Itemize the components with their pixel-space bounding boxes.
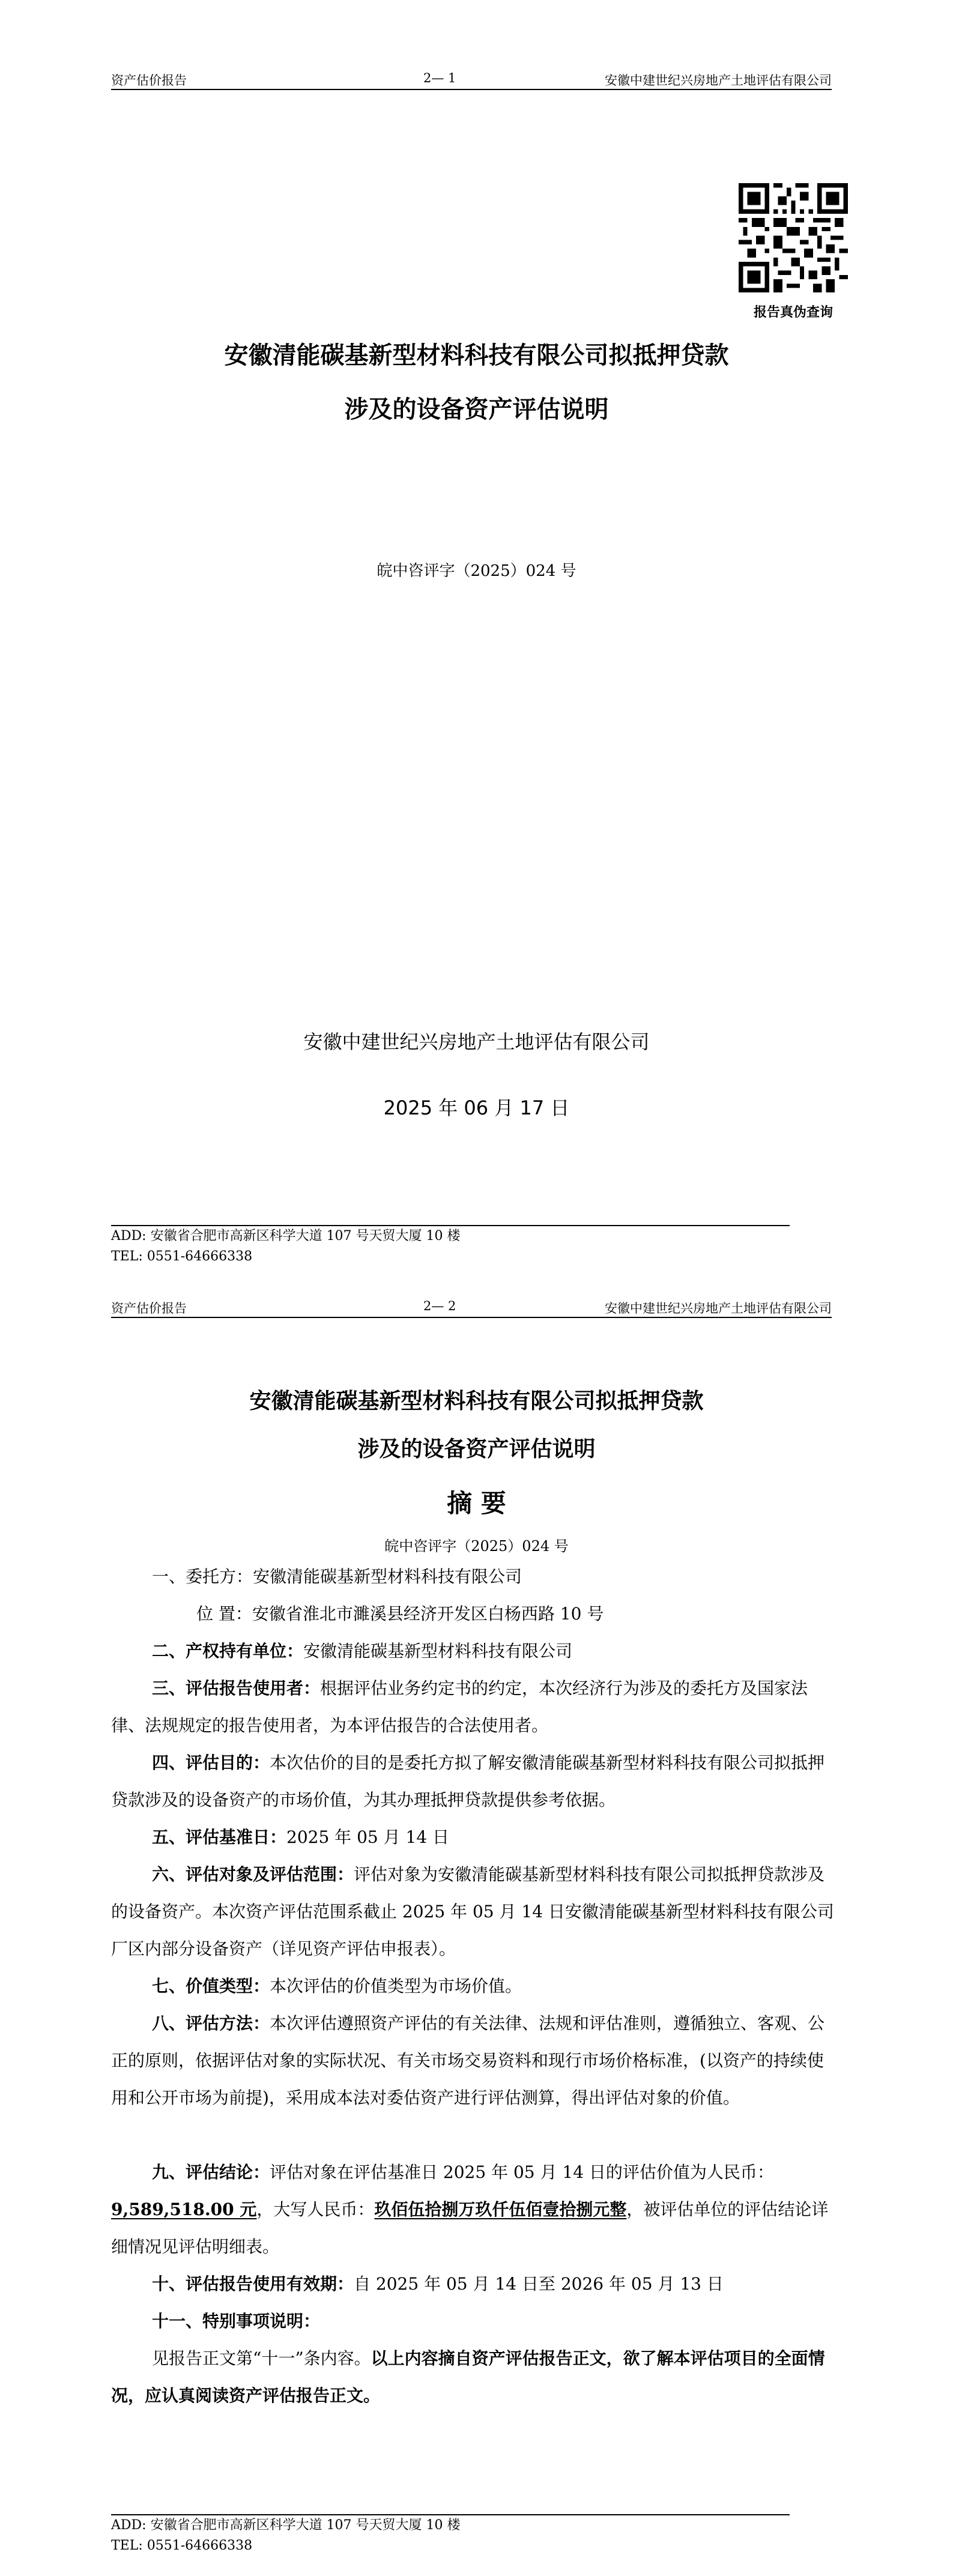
header-page-number: 2— 2 — [423, 1299, 456, 1313]
page-footer — [111, 1225, 790, 1267]
item-text: 安徽省淮北市濉溪县经济开发区白杨西路 10 号 — [252, 1604, 604, 1624]
item-text: 本次评估遵照资产评估的有关法律、法规和评估准则，遵循独立、客观、公正的原则，依据评估对象的实际状况、有关市场交易资料和现行市场价格标准，(以资产的持续使用和公开市场为前提)，采用成本法对委估资产进行评估测算，得出评估对象的价值。 — [111, 2013, 825, 2108]
footer-address: ADD: 安徽省合肥市高新区科学大道 107 号天贸大厦 10 楼 — [111, 1229, 461, 1244]
item-special-notes — [111, 2303, 838, 2340]
item-text: 安徽清能碳基新型材料科技有限公司 — [253, 1567, 522, 1586]
item-base-date — [111, 1819, 838, 1856]
item-client — [111, 1558, 838, 1595]
item-text: 根据评估业务约定书的约定，本次经济行为涉及的委托方及国家法律、法规规定的报告使用者，为本评估报告的合法使用者。 — [111, 1678, 808, 1735]
item-method — [111, 2005, 838, 2117]
appraised-value-amount: 9,589,518.00 元 — [111, 2200, 257, 2219]
footer-phone: TEL: 0551-64666338 — [111, 2538, 253, 2553]
report-title-line-1: 安徽清能碳基新型材料科技有限公司拟抵押贷款 — [249, 1389, 704, 1413]
item-label: 一、委托方： — [152, 1567, 253, 1586]
item-label: 三、评估报告使用者： — [152, 1678, 321, 1698]
item-label: 位 置： — [196, 1604, 252, 1624]
item-text: 见报告正文第“十一”条内容。 — [152, 2348, 371, 2368]
item-label: 五、评估基准日： — [152, 1827, 287, 1847]
item-label: 七、价值类型： — [152, 1976, 270, 1996]
item-value-type — [111, 1968, 838, 2005]
item-location — [111, 1595, 838, 1633]
footer-address: ADD: 安徽省合肥市高新区科学大道 107 号天贸大厦 10 楼 — [111, 2518, 461, 2533]
item-report-users — [111, 1670, 838, 1744]
item-text: 2025 年 05 月 14 日 — [286, 1827, 450, 1847]
header-page-number: 2— 1 — [423, 71, 456, 85]
item-text: 评估对象在评估基准日 2025 年 05 月 14 日的评估价值为人民币： — [270, 2162, 774, 2182]
item-label: 二、产权持有单位： — [152, 1641, 304, 1661]
report-number: 皖中咨评字（2025）024 号 — [377, 562, 576, 580]
report-title-line-1: 安徽清能碳基新型材料科技有限公司拟抵押贷款 — [224, 342, 729, 369]
page-1 — [0, 66, 953, 1291]
footer-phone: TEL: 0551-64666338 — [111, 1249, 253, 1264]
item-label: 十一、特别事项说明： — [152, 2311, 321, 2331]
report-number: 皖中咨评字（2025）024 号 — [384, 1538, 569, 1555]
item-label: 八、评估方法： — [152, 2013, 270, 2033]
appraisal-company: 安徽中建世纪兴房地产土地评估有限公司 — [303, 1030, 650, 1053]
item-text: ，大写人民币： — [256, 2200, 375, 2219]
page-2 — [0, 1294, 953, 2573]
item-text: 评估对象为安徽清能碳基新型材料科技有限公司拟抵押贷款涉及的设备资产。本次资产评估范围系截止 2025 年 05 月 14 日安徽清能碳基新型材料科技有限公司厂区内部分设备资产（详见资产评估申报表）。 — [111, 1864, 834, 1959]
item-text-bold: 以上内容摘自资产评估报告正文，欲了解本评估项目的全面情况，应认真阅读资产评估报告正文。 — [111, 2348, 825, 2405]
item-text: 本次估价的目的是委托方拟了解安徽清能碳基新型材料科技有限公司拟抵押贷款涉及的设备资产的市场价值，为其办理抵押贷款提供参考依据。 — [111, 1753, 825, 1810]
item-text: 本次评估的价值类型为市场价值。 — [270, 1976, 522, 1996]
item-text: 自 2025 年 05 月 14 日至 2026 年 05 月 13 日 — [354, 2274, 724, 2294]
item-owner — [111, 1633, 838, 1670]
item-validity — [111, 2266, 838, 2303]
item-label: 六、评估对象及评估范围： — [152, 1864, 354, 1884]
item-purpose — [111, 1744, 838, 1819]
item-conclusion — [111, 2154, 838, 2266]
item-scope — [111, 1856, 838, 1968]
page-header — [111, 1294, 832, 1318]
page-footer — [111, 2514, 790, 2556]
item-label: 九、评估结论： — [152, 2162, 270, 2182]
report-date: 2025 年 06 月 17 日 — [383, 1096, 570, 1119]
qr-code-icon[interactable] — [739, 183, 848, 292]
header-right: 安徽中建世纪兴房地产土地评估有限公司 — [605, 1301, 832, 1316]
item-label: 四、评估目的： — [152, 1753, 270, 1773]
page-header — [111, 66, 832, 90]
qr-verify-label: 报告真伪查询 — [753, 304, 833, 320]
item-text: ，被评估单位的评估结论详细情况见评估明细表。 — [111, 2200, 829, 2257]
header-left: 资产估价报告 — [111, 1301, 187, 1316]
header-right: 安徽中建世纪兴房地产土地评估有限公司 — [605, 73, 832, 88]
item-label: 十、评估报告使用有效期： — [152, 2274, 354, 2294]
appraised-value-amount-chinese: 玖佰伍拾捌万玖仟伍佰壹拾捌元整 — [374, 2200, 627, 2219]
item-special-notes-text — [111, 2340, 838, 2414]
summary-heading: 摘 要 — [447, 1489, 506, 1518]
report-title-line-2: 涉及的设备资产评估说明 — [357, 1437, 596, 1462]
header-left: 资产估价报告 — [111, 73, 187, 88]
item-text: 安徽清能碳基新型材料科技有限公司 — [303, 1641, 573, 1661]
report-title-line-2: 涉及的设备资产评估说明 — [344, 396, 609, 423]
